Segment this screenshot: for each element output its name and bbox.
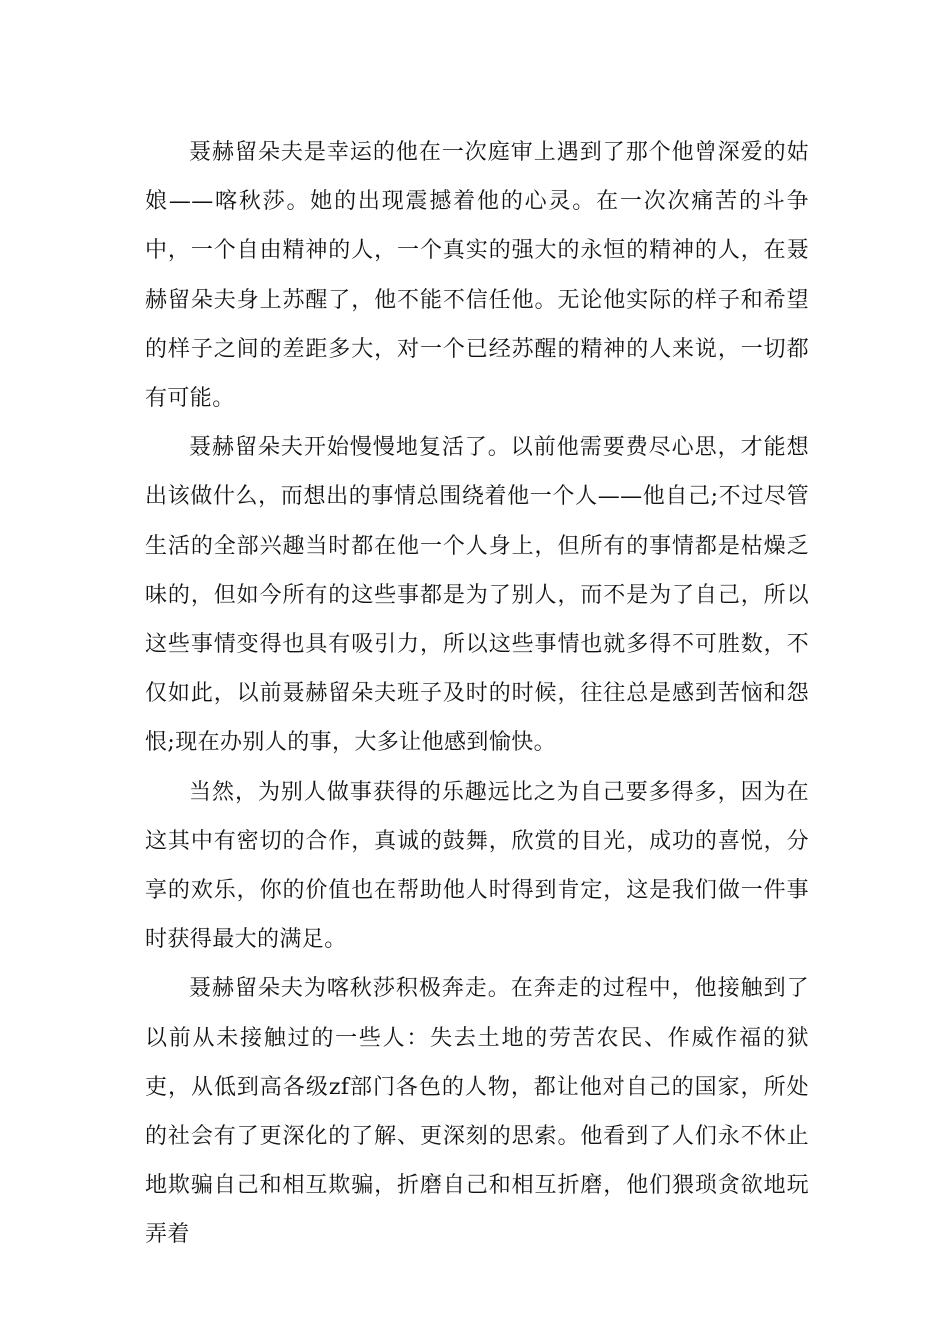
document-page (145, 128, 809, 1260)
paragraph-4: 聂赫留朵夫为喀秋莎积极奔走。在奔走的过程中，他接触到了以前从未接触过的一些人：失去土地的劳苦农民、作威作福的狱吏，从低到高各级zf部门各色的人物，都让他对自己的国家，所处的社会有了更深化的了解、更深刻的思索。他看到了人们永不休止地欺骗自己和相互欺骗，折磨自己和相互折磨，他们猥琐贪欲地玩弄着 (145, 976, 809, 1248)
paragraph-1: 聂赫留朵夫是幸运的他在一次庭审上遇到了那个他曾深爱的姑娘——喀秋莎。她的出现震撼着他的心灵。在一次次痛苦的斗争中，一个自由精神的人，一个真实的强大的永恒的精神的人，在聂赫留朵夫身上苏醒了，他不能不信任他。无论他实际的样子和希望的样子之间的差距多大，对一个已经苏醒的精神的人来说，一切都有可能。 (145, 140, 809, 412)
paragraph-3: 当然，为别人做事获得的乐趣远比之为自己要多得多，因为在这其中有密切的合作，真诚的鼓舞，欣赏的目光，成功的喜悦，分享的欢乐，你的价值也在帮助他人时得到肯定，这是我们做一件事时获得最大的满足。 (145, 779, 809, 953)
paragraph-2: 聂赫留朵夫开始慢慢地复活了。以前他需要费尽心思，才能想出该做什么，而想出的事情总围绕着他一个人——他自己;不过尽管生活的全部兴趣当时都在他一个人身上，但所有的事情都是枯燥乏味的，但如今所有的这些事都是为了别人，而不是为了自己，所以这些事情变得也具有吸引力，所以这些事情也就多得不可胜数，不仅如此，以前聂赫留朵夫班子及时的时候，往往总是感到苦恼和怨恨;现在办别人的事，大多让他感到愉快。 (145, 435, 809, 756)
